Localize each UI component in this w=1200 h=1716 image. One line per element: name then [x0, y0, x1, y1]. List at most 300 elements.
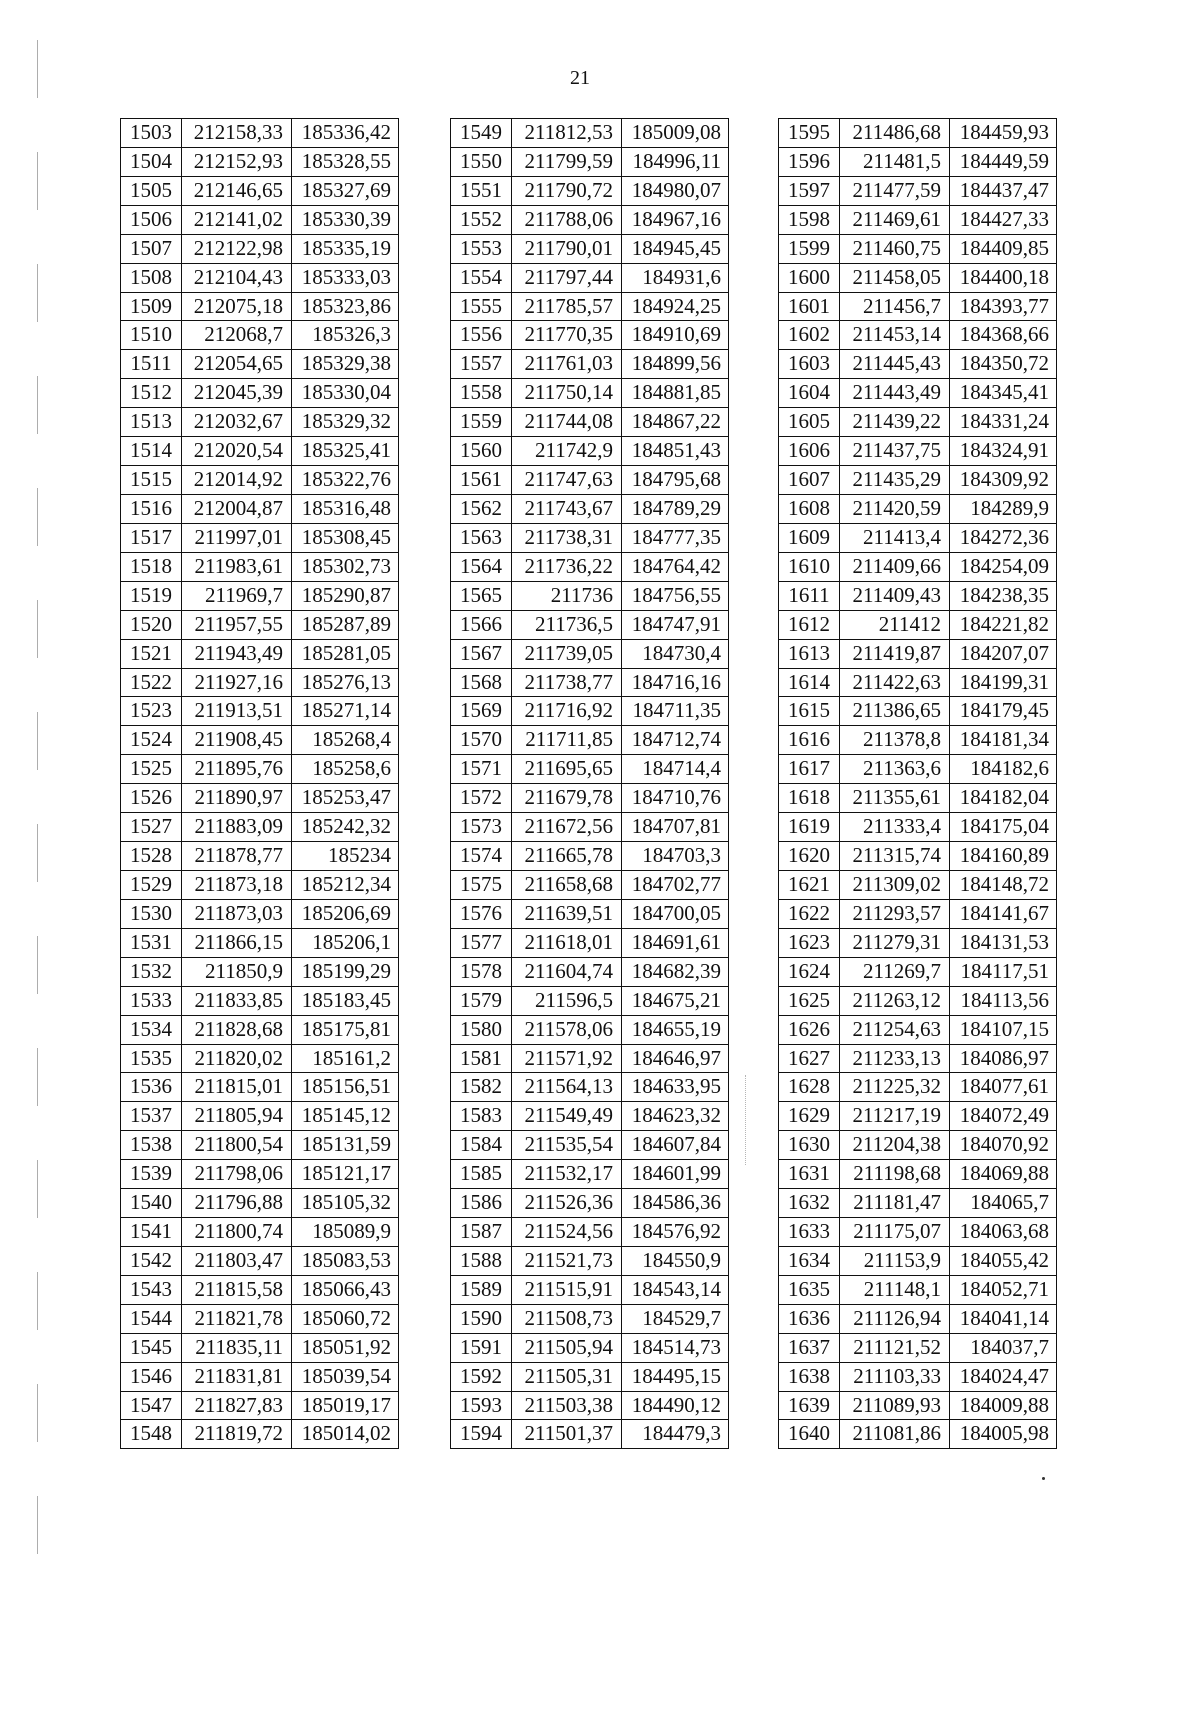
table-row [451, 1131, 729, 1160]
cell-y-coordinate: 184867,22 [622, 408, 729, 436]
cell-point-number: 1623 [779, 929, 840, 957]
table-row [451, 293, 729, 322]
table-row [121, 1420, 399, 1449]
cell-point-number: 1529 [121, 871, 182, 899]
table-row [121, 1045, 399, 1074]
cell-y-coordinate: 185316,48 [292, 495, 399, 523]
cell-y-coordinate: 185060,72 [292, 1305, 399, 1333]
cell-x-coordinate: 211293,57 [840, 900, 950, 928]
cell-y-coordinate: 184714,4 [622, 755, 729, 783]
cell-x-coordinate: 211913,51 [182, 697, 292, 725]
cell-point-number: 1535 [121, 1045, 182, 1073]
cell-y-coordinate: 185271,14 [292, 697, 399, 725]
cell-point-number: 1506 [121, 206, 182, 234]
cell-y-coordinate: 184703,3 [622, 842, 729, 870]
cell-x-coordinate: 211453,14 [840, 321, 950, 349]
cell-y-coordinate: 184712,74 [622, 726, 729, 754]
table-row [451, 871, 729, 900]
cell-y-coordinate: 184777,35 [622, 524, 729, 552]
cell-x-coordinate: 211505,94 [512, 1334, 622, 1362]
table-row [779, 669, 1057, 698]
cell-x-coordinate: 212032,67 [182, 408, 292, 436]
cell-x-coordinate: 211378,8 [840, 726, 950, 754]
cell-x-coordinate: 211790,72 [512, 177, 622, 205]
cell-x-coordinate: 212146,65 [182, 177, 292, 205]
cell-x-coordinate: 211997,01 [182, 524, 292, 552]
table-row [779, 553, 1057, 582]
cell-y-coordinate: 184623,32 [622, 1102, 729, 1130]
cell-x-coordinate: 212152,93 [182, 148, 292, 176]
cell-y-coordinate: 185051,92 [292, 1334, 399, 1362]
cell-point-number: 1627 [779, 1045, 840, 1073]
cell-y-coordinate: 184633,95 [622, 1073, 729, 1101]
table-row [779, 1363, 1057, 1392]
cell-y-coordinate: 184945,45 [622, 235, 729, 263]
cell-y-coordinate: 185253,47 [292, 784, 399, 812]
cell-x-coordinate: 211153,9 [840, 1247, 950, 1275]
table-row [121, 1334, 399, 1363]
cell-x-coordinate: 211269,7 [840, 958, 950, 986]
cell-point-number: 1523 [121, 697, 182, 725]
cell-x-coordinate: 211460,75 [840, 235, 950, 263]
cell-x-coordinate: 211873,18 [182, 871, 292, 899]
table-row [451, 987, 729, 1016]
cell-point-number: 1618 [779, 784, 840, 812]
table-row [451, 1045, 729, 1074]
cell-x-coordinate: 212054,65 [182, 350, 292, 378]
table-row [779, 697, 1057, 726]
table-row [121, 669, 399, 698]
cell-y-coordinate: 185327,69 [292, 177, 399, 205]
cell-x-coordinate: 211983,61 [182, 553, 292, 581]
table-row [779, 1247, 1057, 1276]
cell-point-number: 1575 [451, 871, 512, 899]
table-row [451, 177, 729, 206]
cell-point-number: 1611 [779, 582, 840, 610]
cell-y-coordinate: 185161,2 [292, 1045, 399, 1073]
cell-point-number: 1599 [779, 235, 840, 263]
cell-point-number: 1512 [121, 379, 182, 407]
cell-point-number: 1514 [121, 437, 182, 465]
table-row [451, 1392, 729, 1421]
cell-point-number: 1615 [779, 697, 840, 725]
cell-x-coordinate: 211571,92 [512, 1045, 622, 1073]
cell-y-coordinate: 185329,38 [292, 350, 399, 378]
cell-point-number: 1551 [451, 177, 512, 205]
cell-y-coordinate: 184427,33 [950, 206, 1057, 234]
cell-y-coordinate: 184795,68 [622, 466, 729, 494]
cell-point-number: 1589 [451, 1276, 512, 1304]
cell-point-number: 1634 [779, 1247, 840, 1275]
cell-y-coordinate: 184070,92 [950, 1131, 1057, 1159]
cell-y-coordinate: 184459,93 [950, 119, 1057, 147]
cell-y-coordinate: 184707,81 [622, 813, 729, 841]
table-row [779, 235, 1057, 264]
cell-point-number: 1587 [451, 1218, 512, 1246]
cell-y-coordinate: 184543,14 [622, 1276, 729, 1304]
cell-point-number: 1606 [779, 437, 840, 465]
cell-point-number: 1625 [779, 987, 840, 1015]
cell-x-coordinate: 211198,68 [840, 1160, 950, 1188]
cell-x-coordinate: 211785,57 [512, 293, 622, 321]
cell-y-coordinate: 184996,11 [622, 148, 729, 176]
cell-y-coordinate: 185333,03 [292, 264, 399, 292]
cell-point-number: 1553 [451, 235, 512, 263]
cell-x-coordinate: 211412 [840, 611, 950, 639]
cell-x-coordinate: 211927,16 [182, 669, 292, 697]
cell-point-number: 1515 [121, 466, 182, 494]
table-row [451, 1073, 729, 1102]
cell-y-coordinate: 185276,13 [292, 669, 399, 697]
table-row [451, 842, 729, 871]
cell-y-coordinate: 184495,15 [622, 1363, 729, 1391]
table-row [451, 611, 729, 640]
cell-x-coordinate: 211578,06 [512, 1016, 622, 1044]
cell-point-number: 1612 [779, 611, 840, 639]
cell-y-coordinate: 184646,97 [622, 1045, 729, 1073]
cell-point-number: 1639 [779, 1392, 840, 1420]
cell-x-coordinate: 211437,75 [840, 437, 950, 465]
cell-y-coordinate: 184141,67 [950, 900, 1057, 928]
cell-x-coordinate: 211175,07 [840, 1218, 950, 1246]
cell-point-number: 1640 [779, 1420, 840, 1448]
cell-y-coordinate: 184182,6 [950, 755, 1057, 783]
cell-x-coordinate: 211742,9 [512, 437, 622, 465]
cell-y-coordinate: 184179,45 [950, 697, 1057, 725]
cell-x-coordinate: 212014,92 [182, 466, 292, 494]
cell-x-coordinate: 211672,56 [512, 813, 622, 841]
cell-y-coordinate: 185206,69 [292, 900, 399, 928]
cell-x-coordinate: 211821,78 [182, 1305, 292, 1333]
cell-x-coordinate: 211217,19 [840, 1102, 950, 1130]
table-row [121, 611, 399, 640]
cell-x-coordinate: 211878,77 [182, 842, 292, 870]
cell-point-number: 1546 [121, 1363, 182, 1391]
coordinates-table-1 [120, 118, 399, 1449]
table-row [779, 842, 1057, 871]
table-row [121, 148, 399, 177]
cell-y-coordinate: 184148,72 [950, 871, 1057, 899]
cell-y-coordinate: 185336,42 [292, 119, 399, 147]
cell-y-coordinate: 185083,53 [292, 1247, 399, 1275]
scan-margin-line [37, 40, 38, 1600]
cell-x-coordinate: 211225,32 [840, 1073, 950, 1101]
cell-point-number: 1572 [451, 784, 512, 812]
cell-y-coordinate: 185234 [292, 842, 399, 870]
table-row [779, 1102, 1057, 1131]
cell-y-coordinate: 184711,35 [622, 697, 729, 725]
cell-point-number: 1592 [451, 1363, 512, 1391]
cell-x-coordinate: 211828,68 [182, 1016, 292, 1044]
cell-point-number: 1550 [451, 148, 512, 176]
cell-point-number: 1565 [451, 582, 512, 610]
table-row [121, 1160, 399, 1189]
cell-x-coordinate: 211743,67 [512, 495, 622, 523]
cell-y-coordinate: 184221,82 [950, 611, 1057, 639]
table-row [121, 842, 399, 871]
cell-y-coordinate: 184980,07 [622, 177, 729, 205]
table-row [779, 119, 1057, 148]
cell-x-coordinate: 211279,31 [840, 929, 950, 957]
cell-x-coordinate: 211532,17 [512, 1160, 622, 1188]
cell-point-number: 1621 [779, 871, 840, 899]
table-row [779, 148, 1057, 177]
table-row [451, 755, 729, 784]
table-row [121, 466, 399, 495]
cell-point-number: 1564 [451, 553, 512, 581]
cell-x-coordinate: 211805,94 [182, 1102, 292, 1130]
cell-point-number: 1540 [121, 1189, 182, 1217]
cell-x-coordinate: 211895,76 [182, 755, 292, 783]
cell-y-coordinate: 184924,25 [622, 293, 729, 321]
cell-x-coordinate: 212158,33 [182, 119, 292, 147]
cell-y-coordinate: 184181,34 [950, 726, 1057, 754]
cell-x-coordinate: 211604,74 [512, 958, 622, 986]
table-row [451, 697, 729, 726]
cell-y-coordinate: 185302,73 [292, 553, 399, 581]
cell-y-coordinate: 185323,86 [292, 293, 399, 321]
table-row [121, 871, 399, 900]
table-row [779, 495, 1057, 524]
cell-point-number: 1518 [121, 553, 182, 581]
table-row [451, 582, 729, 611]
table-row [451, 524, 729, 553]
cell-point-number: 1583 [451, 1102, 512, 1130]
cell-x-coordinate: 211618,01 [512, 929, 622, 957]
cell-point-number: 1533 [121, 987, 182, 1015]
cell-point-number: 1613 [779, 640, 840, 668]
cell-point-number: 1561 [451, 466, 512, 494]
cell-y-coordinate: 184601,99 [622, 1160, 729, 1188]
cell-point-number: 1528 [121, 842, 182, 870]
cell-y-coordinate: 184702,77 [622, 871, 729, 899]
cell-y-coordinate: 185175,81 [292, 1016, 399, 1044]
cell-point-number: 1629 [779, 1102, 840, 1130]
cell-point-number: 1516 [121, 495, 182, 523]
cell-point-number: 1509 [121, 293, 182, 321]
cell-y-coordinate: 185329,32 [292, 408, 399, 436]
table-row [451, 813, 729, 842]
cell-y-coordinate: 184086,97 [950, 1045, 1057, 1073]
cell-y-coordinate: 184967,16 [622, 206, 729, 234]
cell-point-number: 1584 [451, 1131, 512, 1159]
table-row [451, 1016, 729, 1045]
cell-y-coordinate: 184289,9 [950, 495, 1057, 523]
cell-y-coordinate: 184065,7 [950, 1189, 1057, 1217]
cell-y-coordinate: 184449,59 [950, 148, 1057, 176]
table-row [779, 350, 1057, 379]
cell-x-coordinate: 211850,9 [182, 958, 292, 986]
cell-x-coordinate: 211679,78 [512, 784, 622, 812]
cell-y-coordinate: 184117,51 [950, 958, 1057, 986]
cell-x-coordinate: 211736,5 [512, 611, 622, 639]
cell-y-coordinate: 184479,3 [622, 1420, 729, 1448]
table-row [779, 1131, 1057, 1160]
table-row [779, 929, 1057, 958]
cell-point-number: 1549 [451, 119, 512, 147]
cell-x-coordinate: 211126,94 [840, 1305, 950, 1333]
table-row [121, 755, 399, 784]
cell-y-coordinate: 184756,55 [622, 582, 729, 610]
table-row [779, 524, 1057, 553]
cell-x-coordinate: 211435,29 [840, 466, 950, 494]
cell-x-coordinate: 211797,44 [512, 264, 622, 292]
table-row [779, 264, 1057, 293]
cell-x-coordinate: 211866,15 [182, 929, 292, 957]
cell-x-coordinate: 211831,81 [182, 1363, 292, 1391]
cell-y-coordinate: 184514,73 [622, 1334, 729, 1362]
cell-point-number: 1600 [779, 264, 840, 292]
cell-x-coordinate: 211803,47 [182, 1247, 292, 1275]
table-row [121, 1305, 399, 1334]
cell-point-number: 1526 [121, 784, 182, 812]
table-row [779, 958, 1057, 987]
cell-point-number: 1544 [121, 1305, 182, 1333]
table-row [779, 784, 1057, 813]
table-row [451, 321, 729, 350]
table-row [451, 1160, 729, 1189]
table-row [451, 495, 729, 524]
cell-x-coordinate: 211508,73 [512, 1305, 622, 1333]
cell-x-coordinate: 211409,66 [840, 553, 950, 581]
cell-x-coordinate: 211815,58 [182, 1276, 292, 1304]
cell-x-coordinate: 212020,54 [182, 437, 292, 465]
cell-y-coordinate: 184881,85 [622, 379, 729, 407]
table-row [121, 524, 399, 553]
cell-y-coordinate: 184607,84 [622, 1131, 729, 1159]
table-row [779, 1420, 1057, 1449]
cell-point-number: 1507 [121, 235, 182, 263]
cell-y-coordinate: 184272,36 [950, 524, 1057, 552]
table-row [451, 958, 729, 987]
cell-x-coordinate: 211486,68 [840, 119, 950, 147]
cell-y-coordinate: 184052,71 [950, 1276, 1057, 1304]
cell-y-coordinate: 184730,4 [622, 640, 729, 668]
table-row [779, 1160, 1057, 1189]
cell-point-number: 1588 [451, 1247, 512, 1275]
cell-y-coordinate: 184764,42 [622, 553, 729, 581]
cell-y-coordinate: 184899,56 [622, 350, 729, 378]
cell-point-number: 1534 [121, 1016, 182, 1044]
cell-y-coordinate: 185199,29 [292, 958, 399, 986]
table-row [451, 726, 729, 755]
cell-point-number: 1521 [121, 640, 182, 668]
cell-y-coordinate: 185131,59 [292, 1131, 399, 1159]
cell-y-coordinate: 184345,41 [950, 379, 1057, 407]
cell-y-coordinate: 184490,12 [622, 1392, 729, 1420]
cell-point-number: 1595 [779, 119, 840, 147]
coordinates-table-2 [450, 118, 729, 1449]
cell-point-number: 1608 [779, 495, 840, 523]
table-row [779, 437, 1057, 466]
cell-point-number: 1556 [451, 321, 512, 349]
cell-y-coordinate: 184005,98 [950, 1420, 1057, 1448]
table-row [451, 1363, 729, 1392]
table-row [451, 379, 729, 408]
cell-y-coordinate: 185105,32 [292, 1189, 399, 1217]
cell-x-coordinate: 211943,49 [182, 640, 292, 668]
table-row [121, 640, 399, 669]
cell-y-coordinate: 184400,18 [950, 264, 1057, 292]
cell-point-number: 1604 [779, 379, 840, 407]
table-row [779, 755, 1057, 784]
cell-point-number: 1517 [121, 524, 182, 552]
table-row [121, 1218, 399, 1247]
cell-point-number: 1531 [121, 929, 182, 957]
cell-point-number: 1566 [451, 611, 512, 639]
table-row [121, 495, 399, 524]
cell-y-coordinate: 184107,15 [950, 1016, 1057, 1044]
cell-x-coordinate: 211736 [512, 582, 622, 610]
cell-x-coordinate: 211788,06 [512, 206, 622, 234]
cell-x-coordinate: 211736,22 [512, 553, 622, 581]
table-row [779, 1276, 1057, 1305]
cell-x-coordinate: 211596,5 [512, 987, 622, 1015]
table-row [779, 1016, 1057, 1045]
page-number: 21 [570, 67, 590, 89]
cell-y-coordinate: 185335,19 [292, 235, 399, 263]
cell-point-number: 1508 [121, 264, 182, 292]
cell-y-coordinate: 185183,45 [292, 987, 399, 1015]
cell-x-coordinate: 211639,51 [512, 900, 622, 928]
cell-x-coordinate: 212141,02 [182, 206, 292, 234]
table-row [451, 350, 729, 379]
cell-y-coordinate: 185089,9 [292, 1218, 399, 1246]
cell-point-number: 1568 [451, 669, 512, 697]
cell-point-number: 1574 [451, 842, 512, 870]
cell-x-coordinate: 211420,59 [840, 495, 950, 523]
cell-y-coordinate: 185287,89 [292, 611, 399, 639]
cell-point-number: 1616 [779, 726, 840, 754]
cell-x-coordinate: 211827,83 [182, 1392, 292, 1420]
cell-x-coordinate: 211524,56 [512, 1218, 622, 1246]
cell-y-coordinate: 184072,49 [950, 1102, 1057, 1130]
cell-point-number: 1636 [779, 1305, 840, 1333]
cell-y-coordinate: 184331,24 [950, 408, 1057, 436]
cell-point-number: 1603 [779, 350, 840, 378]
cell-y-coordinate: 184576,92 [622, 1218, 729, 1246]
table-row [451, 235, 729, 264]
table-row [451, 264, 729, 293]
table-row [121, 177, 399, 206]
cell-point-number: 1511 [121, 350, 182, 378]
table-row [121, 350, 399, 379]
cell-point-number: 1554 [451, 264, 512, 292]
cell-x-coordinate: 212075,18 [182, 293, 292, 321]
cell-point-number: 1576 [451, 900, 512, 928]
cell-y-coordinate: 184069,88 [950, 1160, 1057, 1188]
cell-x-coordinate: 211800,74 [182, 1218, 292, 1246]
cell-x-coordinate: 211750,14 [512, 379, 622, 407]
cell-point-number: 1545 [121, 1334, 182, 1362]
cell-point-number: 1609 [779, 524, 840, 552]
cell-point-number: 1631 [779, 1160, 840, 1188]
cell-point-number: 1637 [779, 1334, 840, 1362]
cell-point-number: 1594 [451, 1420, 512, 1448]
cell-x-coordinate: 211103,33 [840, 1363, 950, 1391]
cell-y-coordinate: 185308,45 [292, 524, 399, 552]
table-row [121, 813, 399, 842]
cell-point-number: 1573 [451, 813, 512, 841]
cell-y-coordinate: 184160,89 [950, 842, 1057, 870]
cell-x-coordinate: 211716,92 [512, 697, 622, 725]
cell-y-coordinate: 184024,47 [950, 1363, 1057, 1391]
cell-point-number: 1557 [451, 350, 512, 378]
cell-y-coordinate: 184789,29 [622, 495, 729, 523]
cell-point-number: 1558 [451, 379, 512, 407]
cell-point-number: 1577 [451, 929, 512, 957]
cell-point-number: 1524 [121, 726, 182, 754]
